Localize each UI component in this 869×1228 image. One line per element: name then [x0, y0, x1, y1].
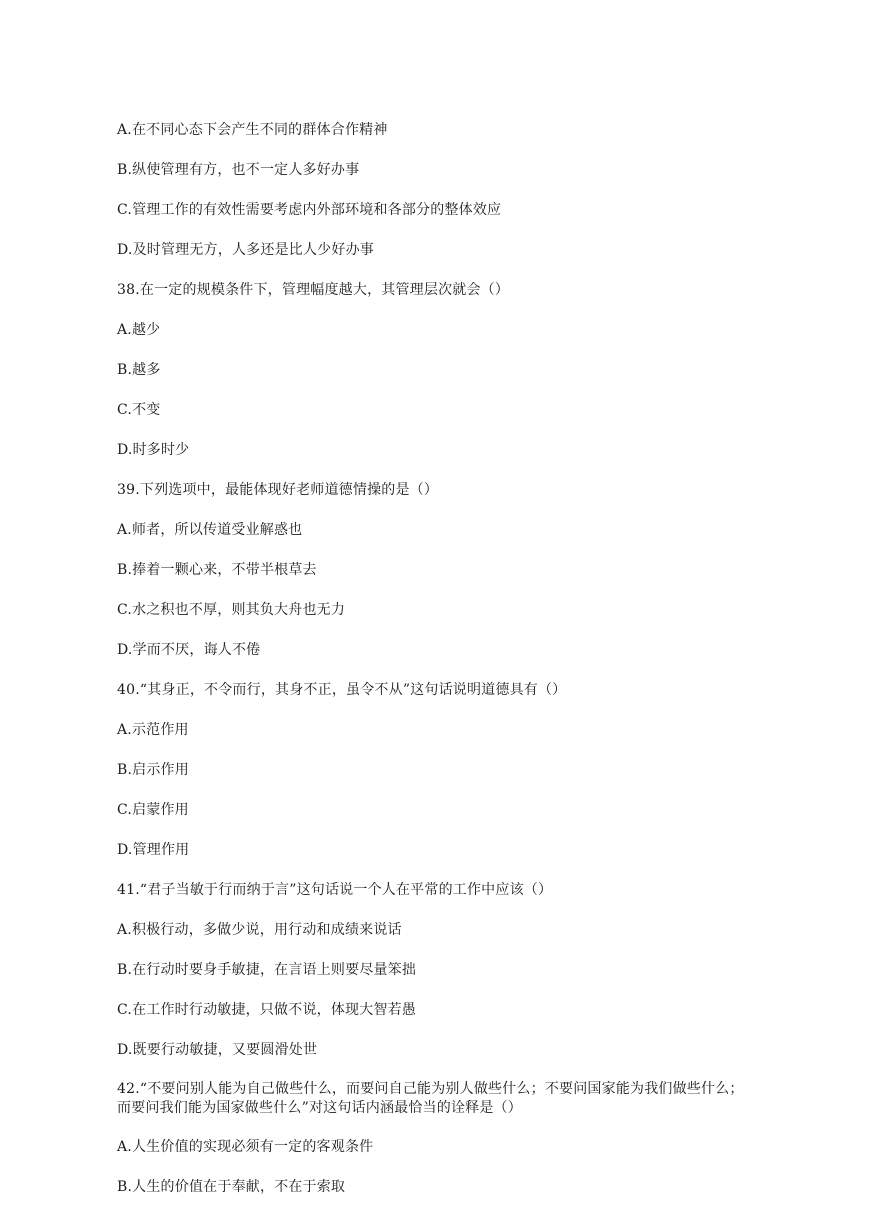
- question-42: 42.“不要问别人能为自己做些什么，而要问自己能为别人做些什么；不要问国家能为我们做些什么；而要问我们能为国家做些什么”对这句话内涵最恰当的诠释是（）: [117, 1081, 744, 1116]
- option-line: A.积极行动，多做少说，用行动和成绩来说话: [117, 922, 402, 938]
- option-line: B.越多: [117, 362, 161, 378]
- option-line: A.在不同心态下会产生不同的群体合作精神: [117, 122, 388, 138]
- question-41: 41.“君子当敏于行而纳于言”这句话说一个人在平常的工作中应该（）: [117, 882, 553, 898]
- option-line: C.管理工作的有效性需要考虑内外部环境和各部分的整体效应: [117, 202, 502, 218]
- option-line: D.学而不厌，诲人不倦: [117, 642, 261, 658]
- option-line: C.不变: [117, 402, 161, 418]
- question-40: 40.“其身正，不令而行，其身不正，虽令不从”这句话说明道德具有（）: [117, 682, 567, 698]
- option-line: D.时多时少: [117, 442, 190, 458]
- option-line: D.管理作用: [117, 842, 190, 858]
- option-line: C.启蒙作用: [117, 802, 189, 818]
- question-38: 38.在一定的规模条件下，管理幅度越大，其管理层次就会（）: [117, 282, 510, 298]
- option-line: D.既要行动敏捷，又要圆滑处世: [117, 1042, 318, 1058]
- option-line: C.在工作时行动敏捷，只做不说，体现大智若愚: [117, 1002, 417, 1018]
- option-line: B.捧着一颗心来，不带半根草去: [117, 562, 317, 578]
- option-line: B.纵使管理有方，也不一定人多好办事: [117, 162, 360, 178]
- option-line: B.启示作用: [117, 762, 189, 778]
- document-page: [117, 120, 757, 1217]
- question-39: 39.下列选项中，最能体现好老师道德情操的是（）: [117, 482, 439, 498]
- option-line: A.越少: [117, 322, 161, 338]
- option-line: B.在行动时要身手敏捷，在言语上则要尽量笨拙: [117, 962, 417, 978]
- option-line: A.师者，所以传道受业解惑也: [117, 522, 303, 538]
- option-line: C.水之积也不厚，则其负大舟也无力: [117, 602, 346, 618]
- option-line: A.人生价值的实现必须有一定的客观条件: [117, 1139, 374, 1155]
- option-line: D.及时管理无方，人多还是比人少好办事: [117, 242, 374, 258]
- option-line: B.人生的价值在于奉献，不在于索取: [117, 1179, 346, 1195]
- option-line: A.示范作用: [117, 722, 189, 738]
